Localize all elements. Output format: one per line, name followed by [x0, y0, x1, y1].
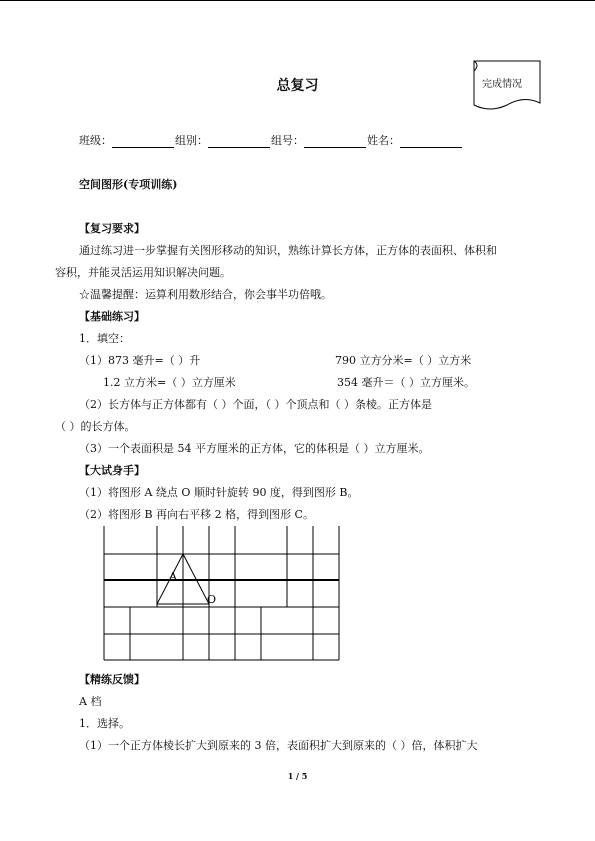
group-field: [208, 136, 270, 148]
basic-q1-3: （3）一个表面积是 54 平方厘米的正方体，它的体积是（ ）立方厘米。: [79, 442, 430, 455]
label-o: O: [207, 593, 217, 606]
review-tip: ☆温馨提醒：运算利用数形结合，你会事半功倍哦。: [79, 288, 332, 301]
feedback-level: A 档: [79, 695, 102, 708]
stamp-label: 完成情况: [482, 79, 522, 90]
review-line-2: 容积，并能灵活运用知识解决问题。: [55, 266, 231, 279]
grid-figure: [100, 526, 344, 662]
class-field: [112, 136, 174, 148]
basic-q1-1a: （1）873 毫升=（ ）升: [79, 354, 201, 367]
page-title: 总复习: [276, 78, 319, 94]
basic-q1-1d: 354 毫升＝（ ）立方厘米。: [337, 376, 475, 389]
feedback-q1: 1．选择。: [79, 717, 130, 730]
basic-q1-2a: （2）长方体与正方体都有（ ）个面，（ ）个顶点和（ ）条棱。正方体是: [79, 398, 432, 411]
info-line: [79, 134, 463, 148]
trial-q1: （1）将图形 A 绕点 O 顺时针旋转 90 度，得到图形 B。: [79, 486, 359, 499]
rotation-grid: [100, 526, 344, 662]
group-no-label: 组号：: [271, 134, 304, 147]
name-label: 姓名：: [367, 134, 400, 147]
name-field: [400, 136, 462, 148]
group-no-field: [304, 136, 366, 148]
review-line-1: 通过练习进一步掌握有关图形移动的知识，熟练计算长方体，正方体的表面积、体积和: [79, 244, 497, 257]
review-heading: 【复习要求】: [79, 222, 145, 235]
trial-q2: （2）将图形 B 再向右平移 2 格，得到图形 C。: [79, 508, 314, 521]
trial-heading: 【大试身手】: [79, 464, 145, 477]
basic-q1-2b: （ ）的长方体。: [55, 420, 136, 433]
label-a: A: [169, 570, 177, 583]
feedback-q1-1: （1）一个正方体棱长扩大到原来的 3 倍，表面积扩大到原来的（ ）倍，体积扩大: [79, 739, 478, 752]
basic-q1-1c: 1.2 立方米=（ ）立方厘米: [103, 376, 236, 389]
top-rule: [0, 0, 595, 1]
class-label: 班级：: [79, 134, 112, 147]
feedback-heading: 【精练反馈】: [79, 673, 145, 686]
section-title: 空间图形(专项训练): [79, 178, 178, 191]
group-label: 组别：: [175, 134, 208, 147]
page-number: 1 / 5: [287, 771, 308, 781]
basic-q1-1b: 790 立方分米=（ ）立方米: [335, 354, 472, 367]
basic-q1: 1．填空：: [79, 332, 130, 345]
basic-heading: 【基础练习】: [79, 310, 145, 323]
